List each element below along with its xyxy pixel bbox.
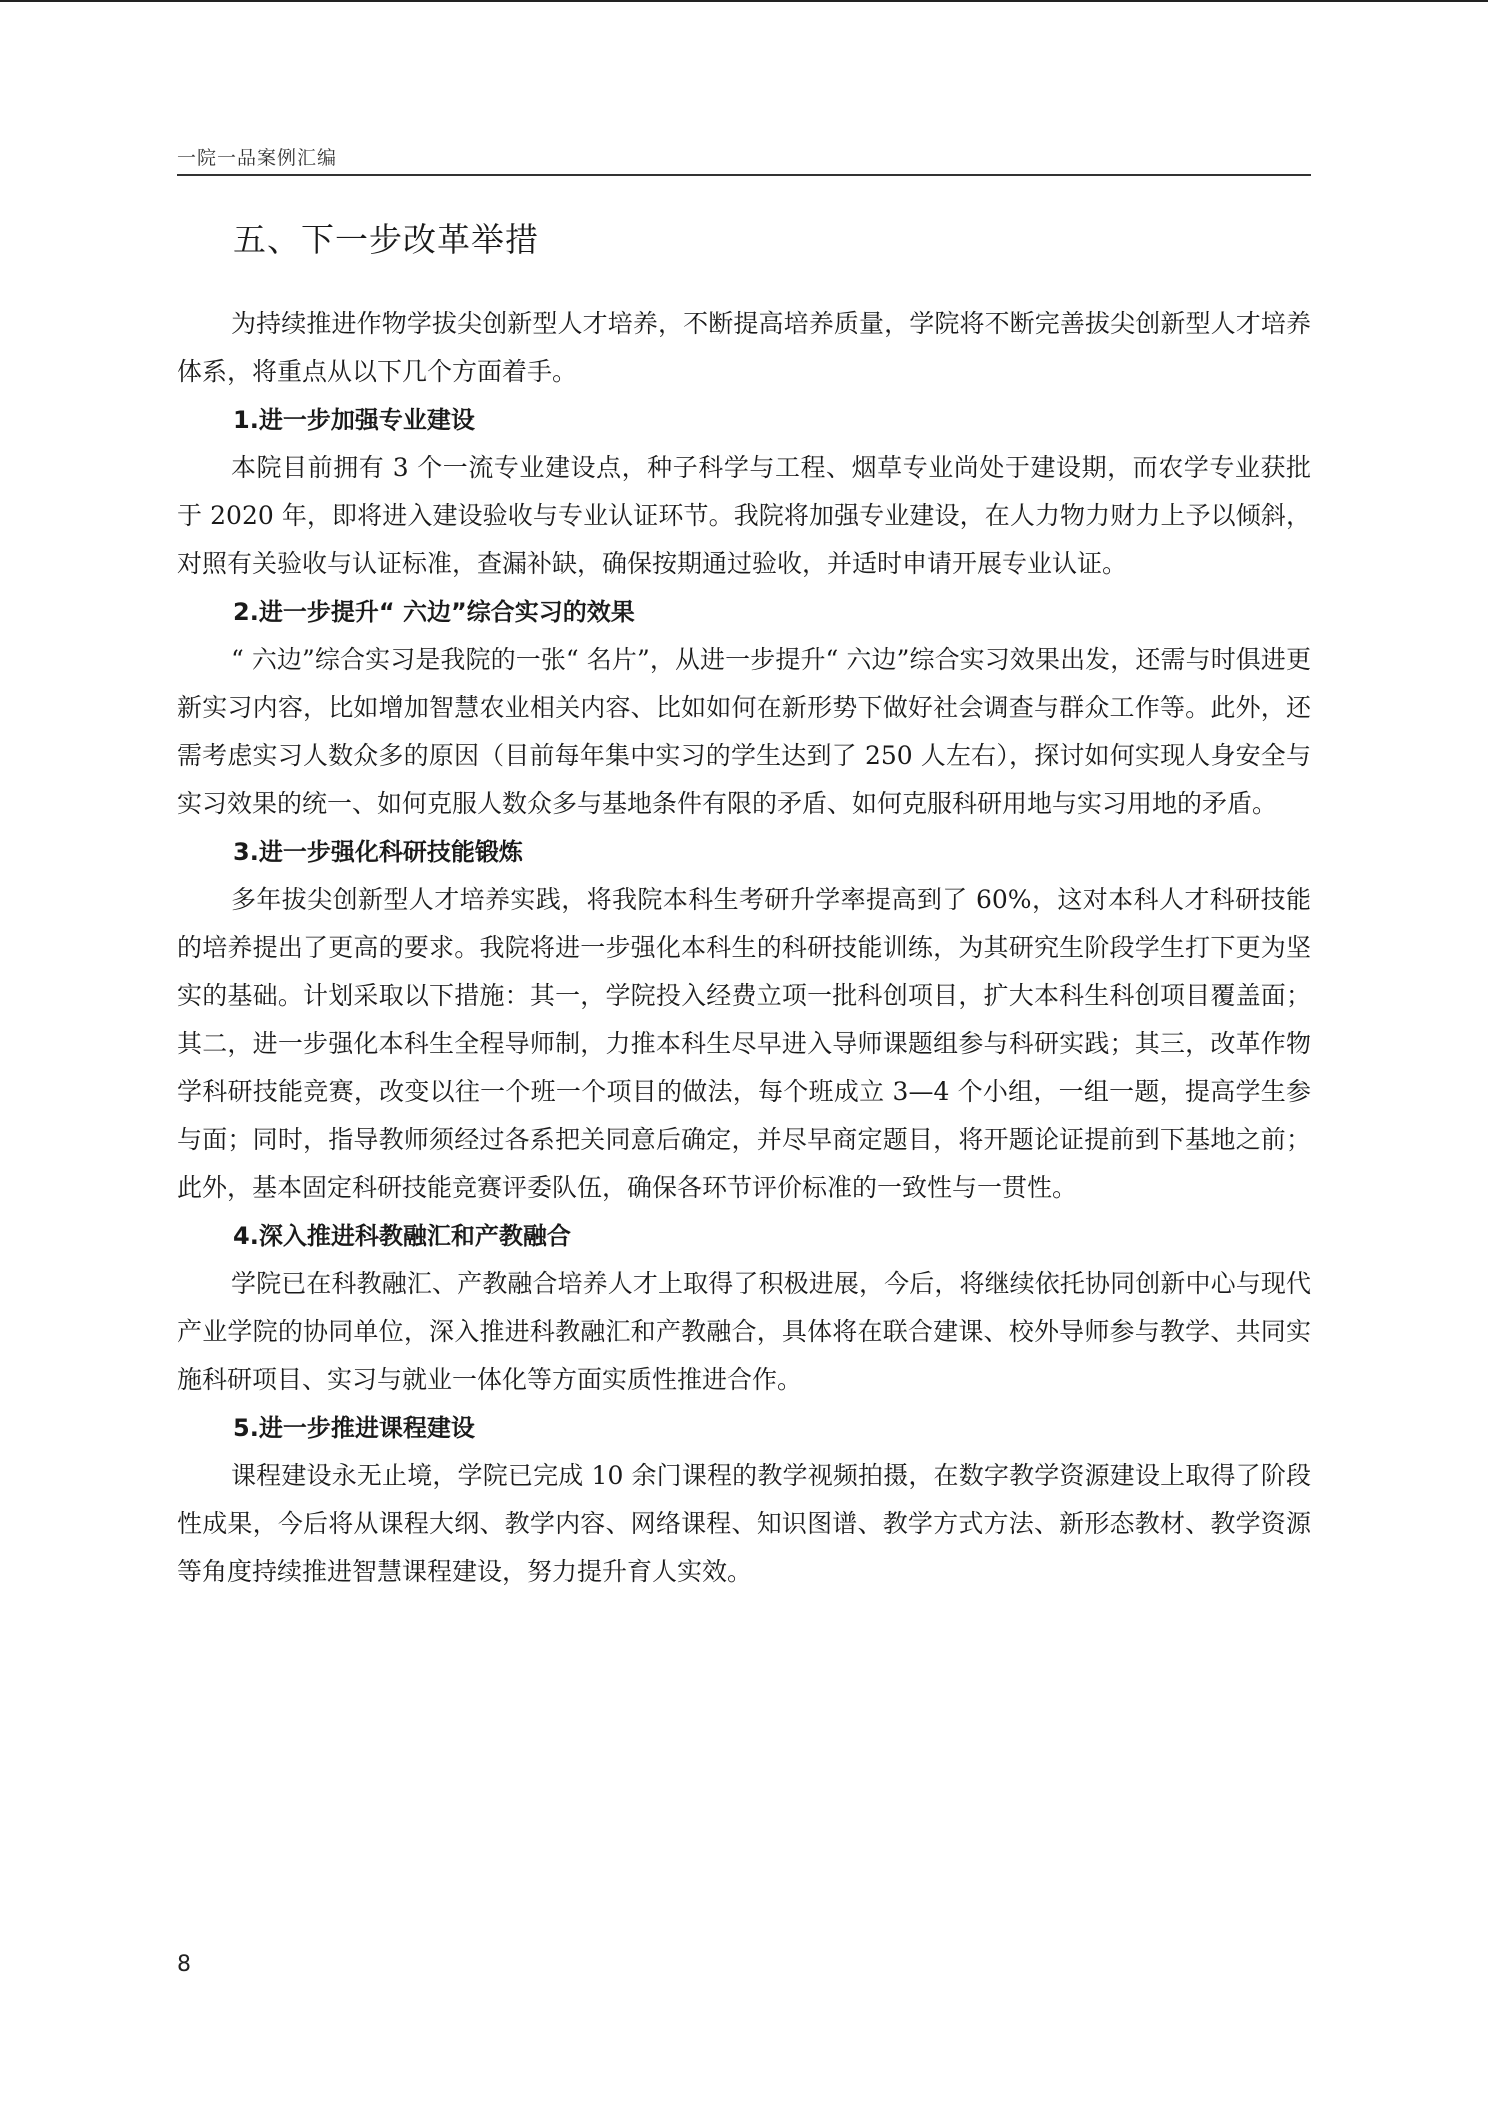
running-header-title: 一院一品案例汇编: [177, 147, 338, 169]
paragraph-1: 本院目前拥有 3 个一流专业建设点，种子科学与工程、烟草专业尚处于建设期，而农学专业获批于 2020 年，即将进入建设验收与专业认证环节。我院将加强专业建设，在人力物力财力上予以倾斜，对照有关验收与认证标准，查漏补缺，确保按期通过验收，并适时申请开展专业认证。: [177, 453, 1311, 578]
page-number: 8: [177, 1952, 191, 1977]
section-title: 五、下一步改革举措: [233, 220, 539, 259]
intro-paragraph: 为持续推进作物学拔尖创新型人才培养，不断提高培养质量，学院将不断完善拔尖创新型人才培养体系，将重点从以下几个方面着手。: [177, 309, 1311, 386]
running-header: [177, 140, 1311, 176]
paragraph-2: “ 六边”综合实习是我院的一张“ 名片”，从进一步提升“ 六边”综合实习效果出发，还需与时俱进更新实习内容，比如增加智慧农业相关内容、比如如何在新形势下做好社会调查与群众工作等。此外，还需考虑实习人数众多的原因（目前每年集中实习的学生达到了 250 人左右），探讨如何实现人身安全与实习效果的统一、如何克服人数众多与基地条件有限的矛盾、如何克服科研用地与实习用地的矛盾。: [177, 645, 1311, 818]
subheading-3: 3.进一步强化科研技能锻炼: [233, 838, 523, 866]
subheading-5: 5.进一步推进课程建设: [233, 1414, 475, 1442]
paragraph-5: 课程建设永无止境，学院已完成 10 余门课程的教学视频拍摄，在数字教学资源建设上取得了阶段性成果，今后将从课程大纲、教学内容、网络课程、知识图谱、教学方式方法、新形态教材、教学资源等角度持续推进智慧课程建设，努力提升育人实效。: [177, 1461, 1311, 1586]
page-content: [177, 210, 1311, 1596]
subheading-4: 4.深入推进科教融汇和产教融合: [233, 1222, 571, 1250]
page-top-border: [0, 0, 1488, 2]
subheading-1: 1.进一步加强专业建设: [233, 406, 475, 434]
paragraph-4: 学院已在科教融汇、产教融合培养人才上取得了积极进展，今后，将继续依托协同创新中心与现代产业学院的协同单位，深入推进科教融汇和产教融合，具体将在联合建课、校外导师参与教学、共同实施科研项目、实习与就业一体化等方面实质性推进合作。: [177, 1269, 1311, 1394]
subheading-2: 2.进一步提升“ 六边”综合实习的效果: [233, 598, 635, 626]
paragraph-3: 多年拔尖创新型人才培养实践，将我院本科生考研升学率提高到了 60%，这对本科人才科研技能的培养提出了更高的要求。我院将进一步强化本科生的科研技能训练，为其研究生阶段学生打下更为坚实的基础。计划采取以下措施：其一，学院投入经费立项一批科创项目，扩大本科生科创项目覆盖面；其二，进一步强化本科生全程导师制，力推本科生尽早进入导师课题组参与科研实践；其三，改革作物学科研技能竞赛，改变以往一个班一个项目的做法，每个班成立 3—4 个小组，一组一题，提高学生参与面；同时，指导教师须经过各系把关同意后确定，并尽早商定题目，将开题论证提前到下基地之前；此外，基本固定科研技能竞赛评委队伍，确保各环节评价标准的一致性与一贯性。: [177, 885, 1311, 1202]
